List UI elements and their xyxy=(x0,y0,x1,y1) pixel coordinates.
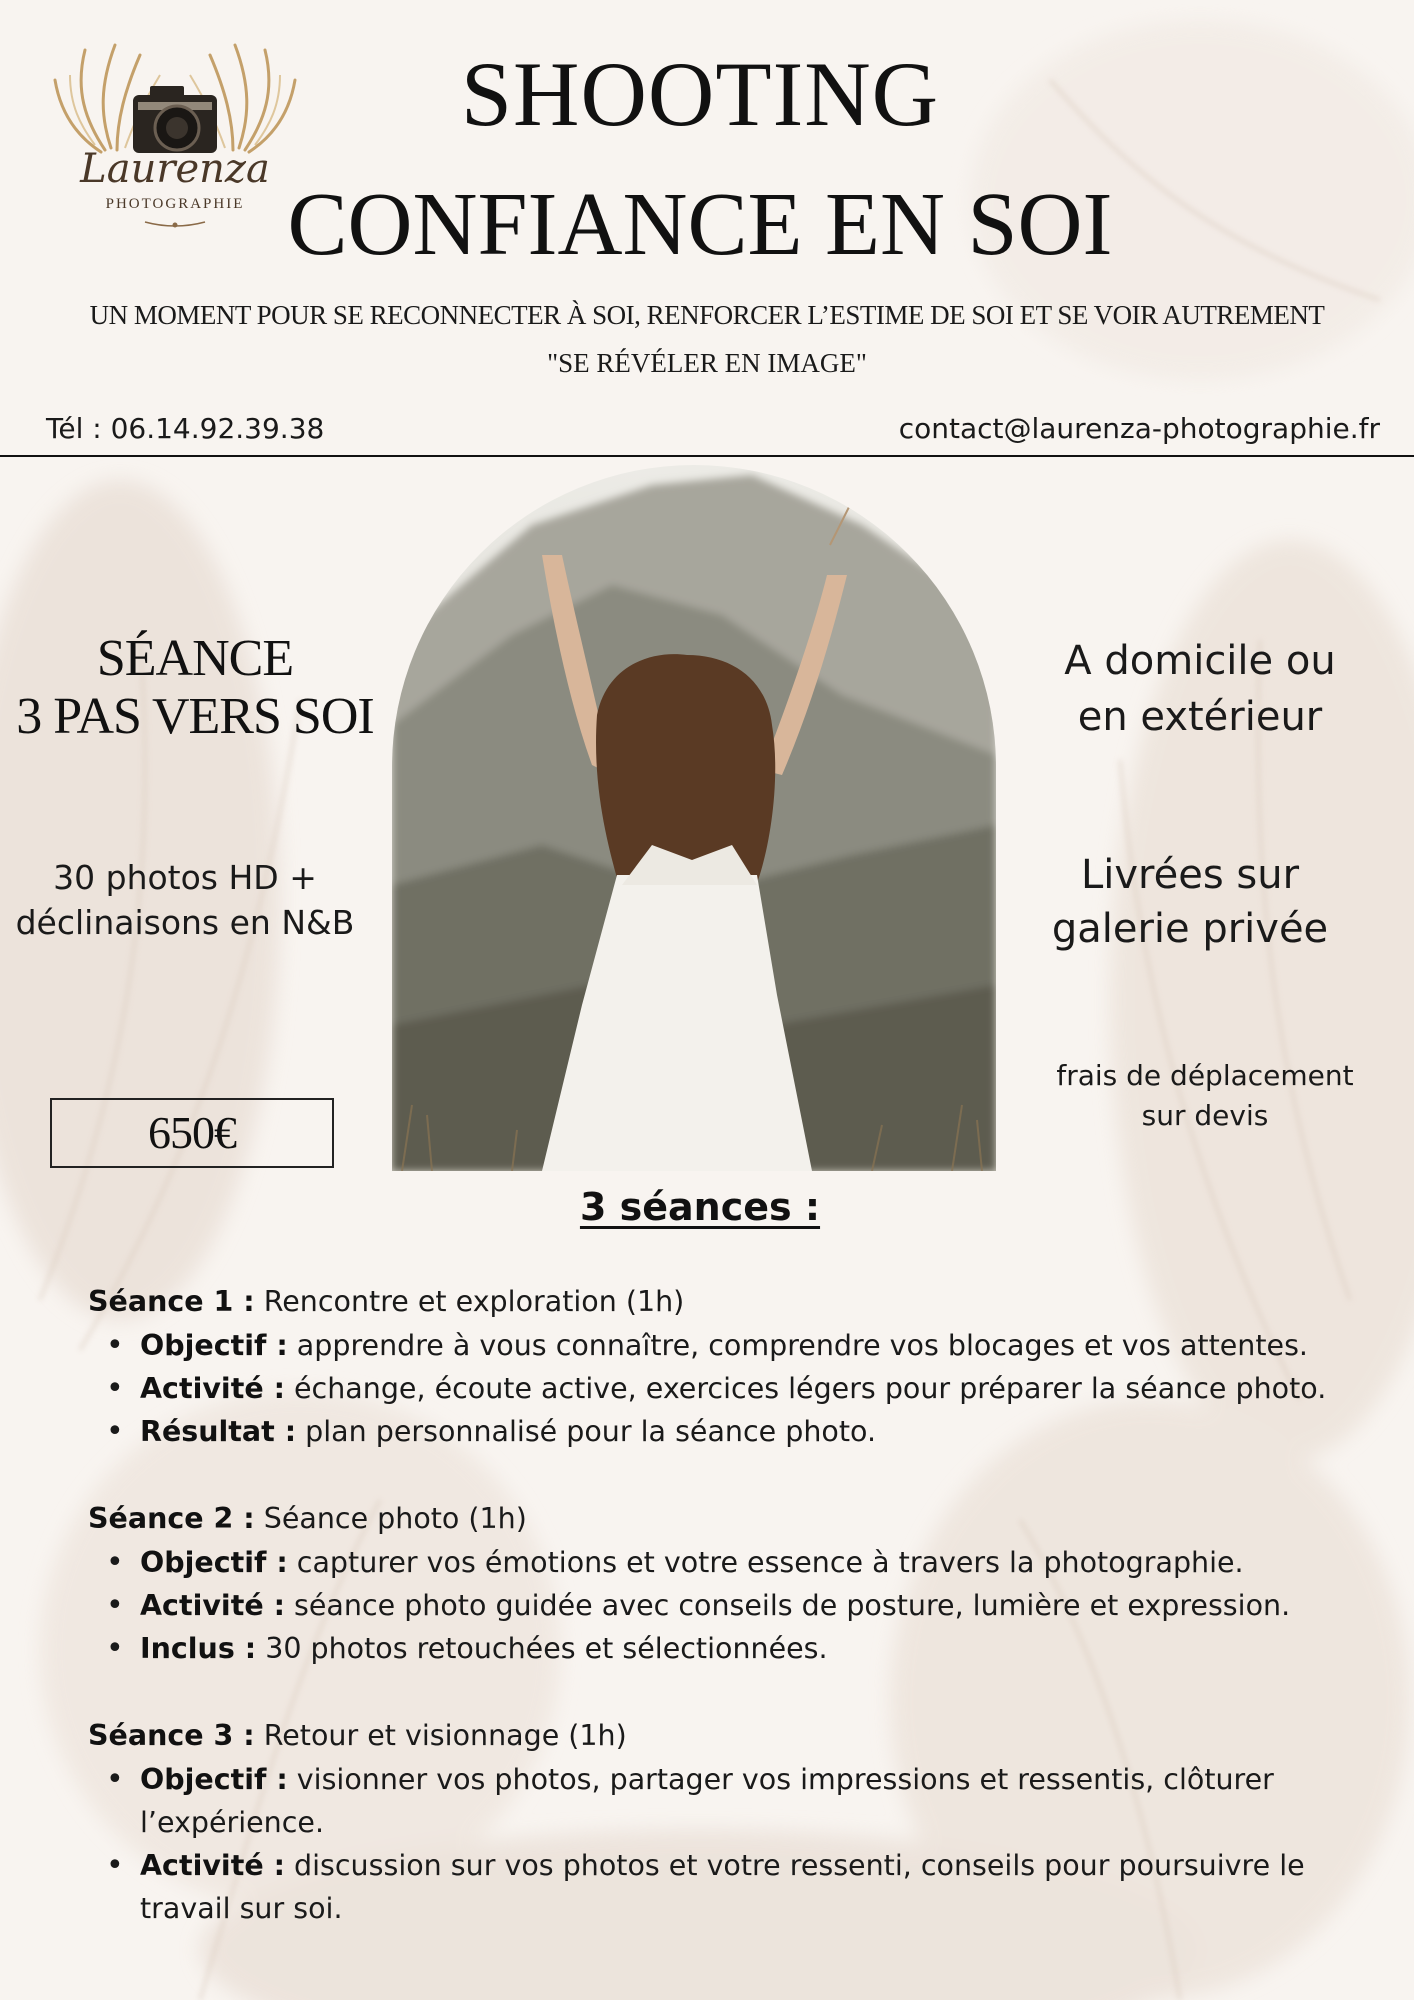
subtitle: UN MOMENT POUR SE RECONNECTER À SOI, RENFORCER L’ESTIME DE SOI ET SE VOIR AUTREMENT xyxy=(89,300,1325,330)
tagline-quote: "SE RÉVÉLER EN IMAGE" xyxy=(547,348,867,378)
list-item: • Objectif : capturer vos émotions et votre essence à travers la photographie. xyxy=(140,1541,1348,1584)
session-1 xyxy=(88,1280,1348,1453)
price: 650€ xyxy=(148,1107,236,1158)
sessions-heading: 3 séances : xyxy=(579,1185,821,1229)
location-info xyxy=(1030,633,1370,745)
session-label: Séance 1 : xyxy=(88,1285,255,1318)
logo-subtitle: PHOTOGRAPHIE xyxy=(105,196,245,212)
session-title: Séance photo (1h) xyxy=(254,1502,527,1535)
offer-title-line-2: 3 PAS VERS SOI xyxy=(16,688,374,745)
location-line-2: en extérieur xyxy=(1077,694,1323,740)
photos-line-2: déclinaisons en N&B xyxy=(15,903,355,942)
travel-line-2: sur devis xyxy=(1141,1099,1269,1132)
header-divider xyxy=(0,455,1414,457)
title-line-2: CONFIANCE EN SOI xyxy=(287,175,1113,274)
list-item: • Résultat : plan personnalisé pour la séance photo. xyxy=(140,1410,1348,1453)
delivery-info xyxy=(1020,848,1360,956)
title-line-1: SHOOTING xyxy=(460,43,940,145)
session-3 xyxy=(88,1714,1348,1930)
delivery-line-1: Livrées sur xyxy=(1080,852,1300,898)
list-item: • Inclus : 30 photos retouchées et sélectionnées. xyxy=(140,1627,1348,1670)
list-item: • Activité : séance photo guidée avec conseils de posture, lumière et expression. xyxy=(140,1584,1348,1627)
session-label: Séance 3 : xyxy=(88,1719,255,1752)
delivery-line-2: galerie privée xyxy=(1051,906,1329,952)
session-title: Rencontre et exploration (1h) xyxy=(254,1285,685,1318)
session-title: Retour et visionnage (1h) xyxy=(254,1719,627,1752)
phone-number: Tél : 06.14.92.39.38 xyxy=(46,412,325,445)
list-item: • Activité : discussion sur vos photos et votre ressenti, conseils pour poursuivre le travail sur soi. xyxy=(140,1844,1348,1930)
location-line-1: A domicile ou xyxy=(1064,638,1336,684)
session-label: Séance 2 : xyxy=(88,1502,255,1535)
travel-fees xyxy=(1030,1056,1380,1136)
list-item: • Objectif : visionner vos photos, partager vos impressions et ressentis, clôturer l’expérience. xyxy=(140,1758,1348,1844)
email-address: contact@laurenza-photographie.fr xyxy=(898,412,1380,445)
offer-title-line-1: SÉANCE xyxy=(96,630,294,687)
list-item: • Activité : échange, écoute active, exercices légers pour préparer la séance photo. xyxy=(140,1367,1348,1410)
session-2 xyxy=(88,1497,1348,1670)
list-item: • Objectif : apprendre à vous connaître, comprendre vos blocages et vos attentes. xyxy=(140,1324,1348,1367)
travel-line-1: frais de déplacement xyxy=(1056,1059,1354,1092)
photos-line-1: 30 photos HD + xyxy=(53,858,317,897)
photos-info xyxy=(10,855,360,945)
arch-photo xyxy=(392,465,996,1171)
offer-title xyxy=(10,630,380,746)
logo-script: Laurenza xyxy=(80,146,270,192)
